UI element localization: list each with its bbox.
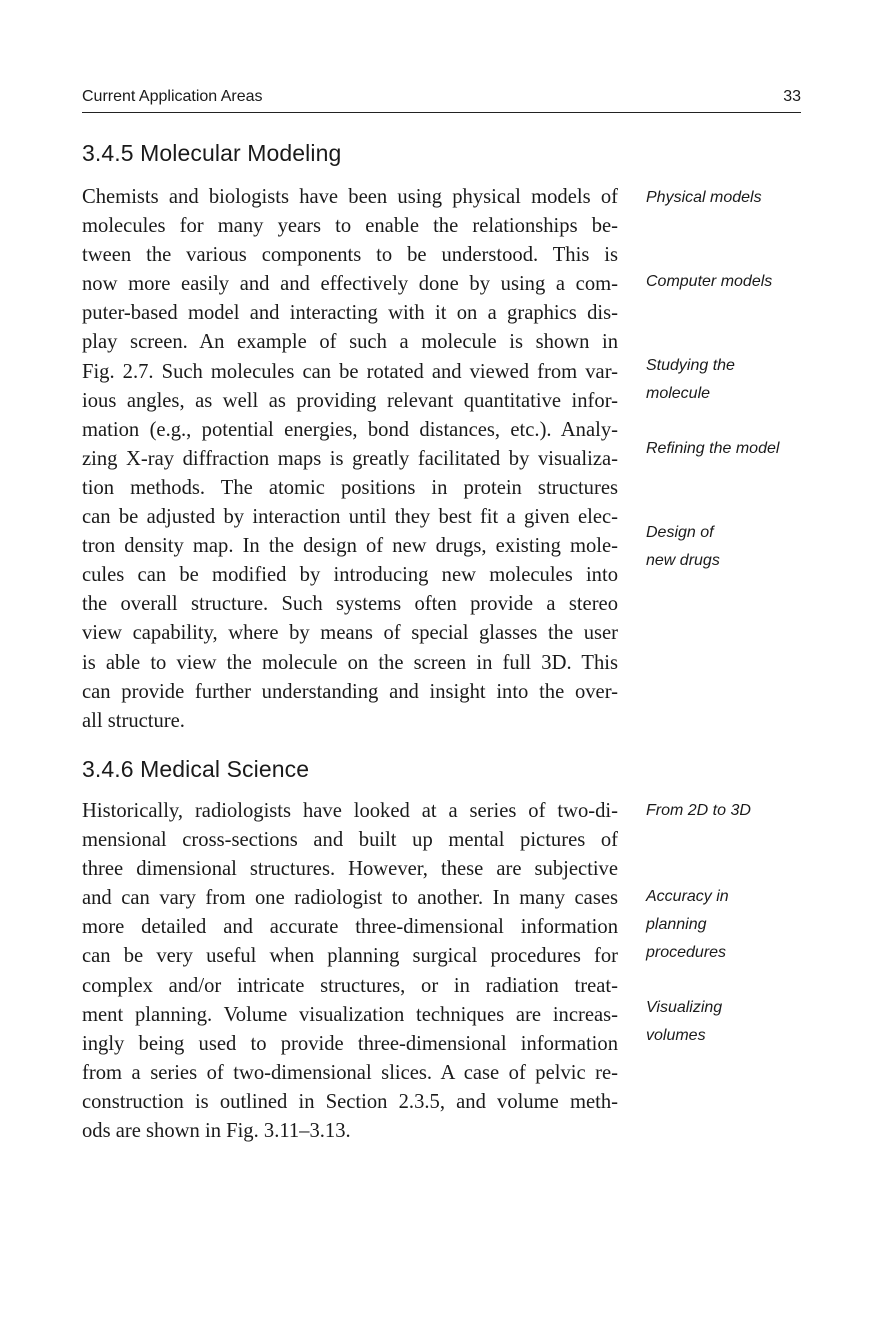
body-line: and can vary from one radiologist to another. In many cases	[82, 887, 618, 910]
body-line: construction is outlined in Section 2.3.5, and volume meth-	[82, 1090, 618, 1113]
running-title: Current Application Areas	[82, 88, 263, 105]
margin-note	[646, 352, 735, 408]
body-line: from a series of two-dimensional slices. A case of pelvic re-	[82, 1061, 618, 1084]
body-line: molecules for many years to enable the relationships be-	[82, 215, 618, 238]
body-line: three dimensional structures. However, these are subjective	[82, 858, 618, 881]
margin-note-line: Computer models	[646, 273, 773, 290]
body-line: tron density map. In the design of new drugs, existing mole-	[82, 535, 618, 558]
margin-note-line: Accuracy in	[646, 888, 729, 905]
body-line: the overall structure. Such systems often provide a stereo	[82, 593, 618, 616]
body-line: ment planning. Volume visualization techniques are increas-	[82, 1003, 618, 1026]
margin-note-line: volumes	[646, 1027, 706, 1044]
body-line: can be very useful when planning surgical procedures for	[82, 945, 618, 968]
body-line: can provide further understanding and insight into the over-	[82, 680, 618, 703]
body-line: ingly being used to provide three-dimensional information	[82, 1032, 618, 1055]
margin-note-line: Design of	[646, 524, 714, 541]
margin-note-line: new drugs	[646, 552, 720, 569]
margin-note-line: planning	[646, 916, 707, 933]
body-line: tween the various components to be understood. This is	[82, 244, 618, 267]
body-line: ious angles, as well as providing relevant quantitative infor-	[82, 389, 618, 412]
body-line: complex and/or intricate structures, or in radiation treat-	[82, 974, 618, 997]
margin-note	[646, 268, 772, 296]
margin-note	[646, 184, 762, 212]
body-line: Fig. 2.7. Such molecules can be rotated and viewed from var-	[82, 360, 618, 383]
margin-note	[646, 519, 720, 575]
section-title-molecular-modeling: 3.4.5 Molecular Modeling	[82, 140, 342, 166]
margin-note-line: Refining the model	[646, 440, 780, 457]
running-header	[82, 86, 801, 113]
body-line: ods are shown in Fig. 3.11–3.13.	[82, 1120, 351, 1143]
margin-note	[646, 797, 751, 825]
body-line: puter-based model and interacting with it on a graphics dis-	[82, 302, 618, 325]
margin-note	[646, 883, 729, 967]
body-line: mensional cross-sections and built up mental pictures of	[82, 829, 618, 852]
body-line: zing X-ray diffraction maps is greatly facilitated by visualiza-	[82, 447, 618, 470]
section-body-molecular-modeling	[82, 183, 618, 736]
margin-note-line: Physical models	[646, 189, 762, 206]
section-body-medical-science	[82, 797, 618, 1146]
body-line: more detailed and accurate three-dimensional information	[82, 916, 618, 939]
margin-note	[646, 994, 722, 1050]
margin-note-line: molecule	[646, 385, 711, 402]
body-line: Historically, radiologists have looked at a series of two-di-	[82, 800, 618, 822]
body-line: Chemists and biologists have been using physical models of	[82, 186, 618, 208]
margin-note-line: From 2D to 3D	[646, 802, 751, 819]
body-line: all structure.	[82, 709, 185, 732]
body-line: is able to view the molecule on the screen in full 3D. This	[82, 651, 618, 674]
margin-note-line: Visualizing	[646, 999, 723, 1016]
body-line: can be adjusted by interaction until they best fit a given elec-	[82, 506, 618, 529]
body-line: cules can be modified by introducing new molecules into	[82, 564, 618, 587]
body-line: play screen. An example of such a molecule is shown in	[82, 331, 618, 354]
body-line: view capability, where by means of special glasses the user	[82, 622, 618, 645]
page-number: 33	[783, 88, 801, 105]
body-line: mation (e.g., potential energies, bond distances, etc.). Analy-	[82, 418, 618, 441]
body-line: now more easily and and effectively done by using a com-	[82, 273, 618, 296]
body-line: tion methods. The atomic positions in protein structures	[82, 476, 618, 499]
margin-note-line: procedures	[646, 944, 727, 961]
margin-note	[646, 435, 779, 463]
section-title-medical-science: 3.4.6 Medical Science	[82, 756, 310, 782]
margin-note-line: Studying the	[646, 357, 735, 374]
